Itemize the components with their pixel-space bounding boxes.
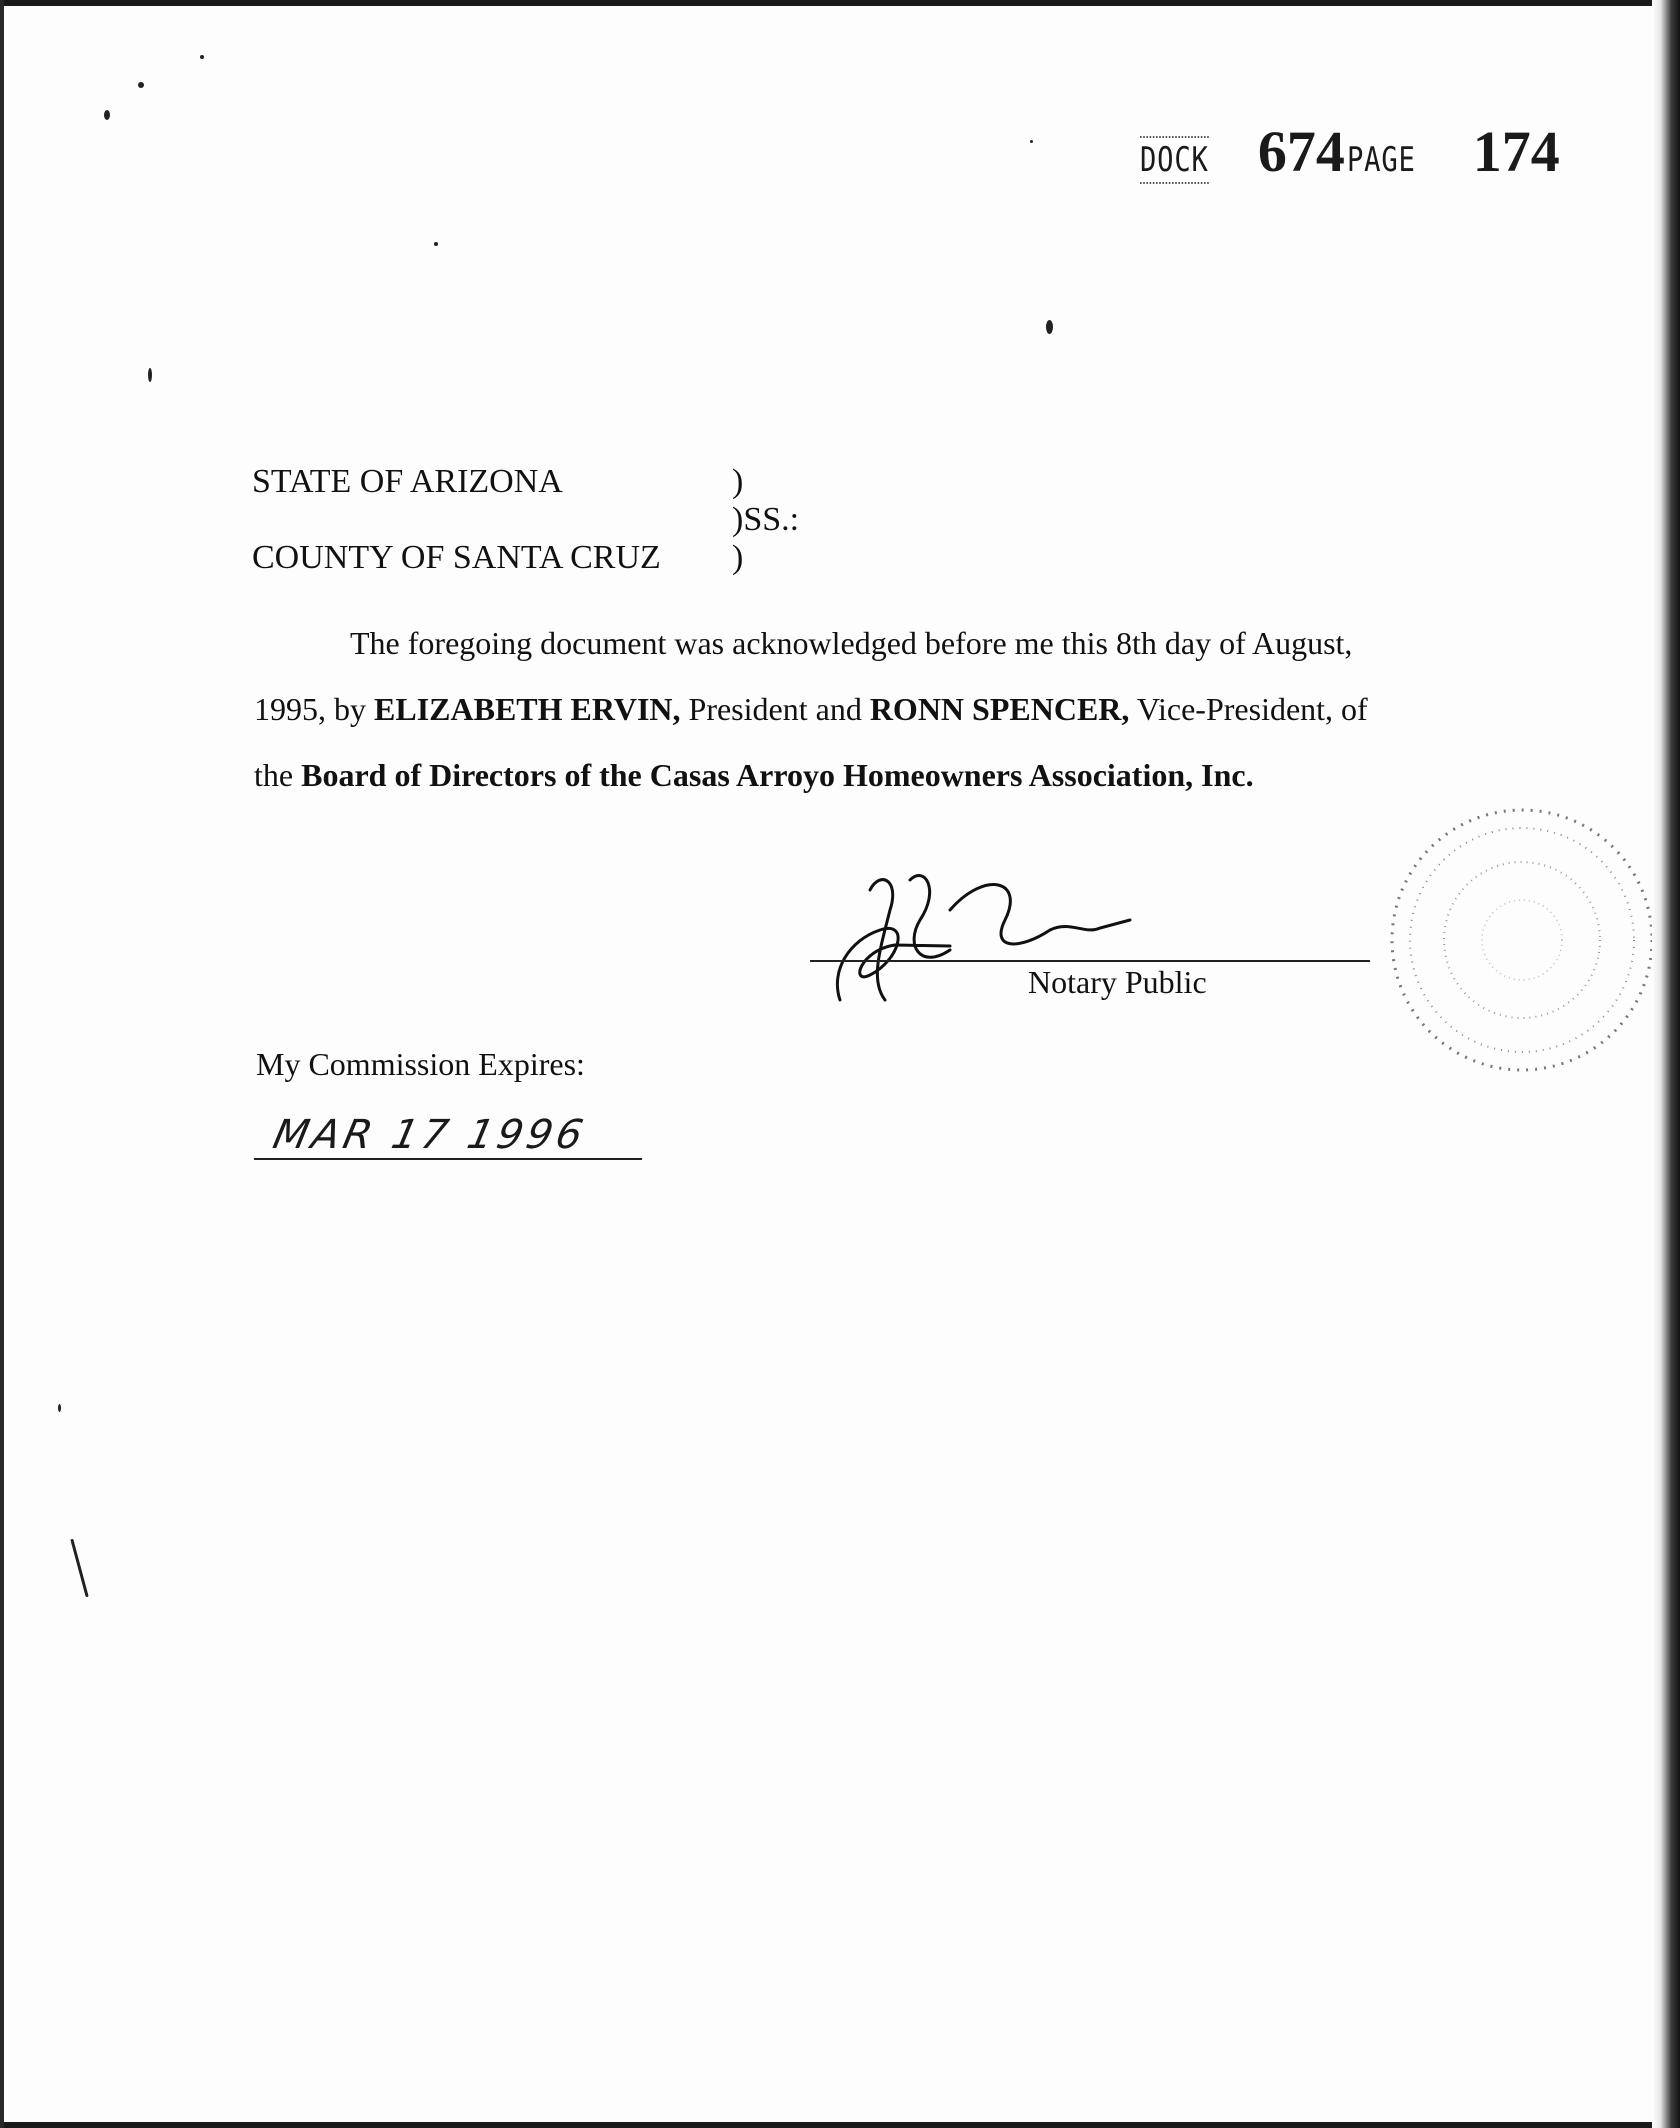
notary-public-label: Notary Public — [1028, 964, 1207, 1000]
notary-seal — [1372, 780, 1652, 1090]
venue-state-row — [252, 462, 744, 500]
book-page-reference — [1140, 118, 1560, 185]
scan-speck — [200, 55, 204, 59]
line3-prefix: the — [254, 757, 294, 793]
signer2-title: Vice-President, of — [1136, 691, 1368, 727]
commission-expiry — [254, 1112, 642, 1178]
organization-name: Board of Directors of the Casas Arroyo Homeowners Association, Inc. — [301, 757, 1254, 793]
scan-speck — [434, 242, 438, 246]
venue-ss: )SS.: — [732, 501, 800, 538]
book-number: 674 — [1257, 119, 1345, 184]
acknowledgment-line-1: The foregoing document was acknowledged before me this 8th day of August, — [350, 625, 1353, 661]
venue-paren-bottom: ) — [732, 539, 744, 576]
scan-speck — [58, 1404, 61, 1412]
venue-block — [252, 462, 800, 576]
acknowledgment-line-3 — [254, 742, 1414, 808]
acknowledgment-text — [254, 610, 1414, 808]
signature-line — [810, 960, 1370, 962]
page-label: PAGE — [1346, 140, 1416, 180]
scan-speck — [138, 82, 144, 88]
scan-edge-bottom — [0, 2122, 1680, 2128]
scan-edge-left — [0, 0, 4, 2128]
scan-speck — [1046, 320, 1053, 334]
venue-ss-row — [252, 500, 800, 538]
scan-speck — [1030, 140, 1033, 143]
commission-label: My Commission Expires: — [256, 1046, 585, 1082]
scan-edge-right — [1652, 0, 1680, 2128]
scan-speck — [148, 368, 152, 382]
signer2-name: RONN SPENCER, — [869, 691, 1130, 727]
page-number: 174 — [1472, 119, 1560, 184]
signer1-name: ELIZABETH ERVIN, — [374, 691, 681, 727]
line2-prefix: 1995, by — [254, 691, 366, 727]
venue-county: COUNTY OF SANTA CRUZ — [252, 539, 661, 576]
commission-expiry-date: MAR 17 1996 — [269, 1112, 591, 1158]
notary-signature-block — [810, 850, 1370, 1010]
venue-state: STATE OF ARIZONA — [252, 463, 563, 500]
book-label: DOCK — [1140, 136, 1209, 184]
acknowledgment-line-2 — [254, 676, 1414, 742]
scan-speck — [104, 110, 110, 120]
scan-speck — [70, 1539, 88, 1598]
venue-county-row — [252, 538, 744, 576]
expiry-line — [254, 1158, 642, 1160]
signer1-title: President and — [688, 691, 862, 727]
scan-edge-top — [0, 0, 1680, 6]
venue-paren-top: ) — [732, 463, 744, 500]
